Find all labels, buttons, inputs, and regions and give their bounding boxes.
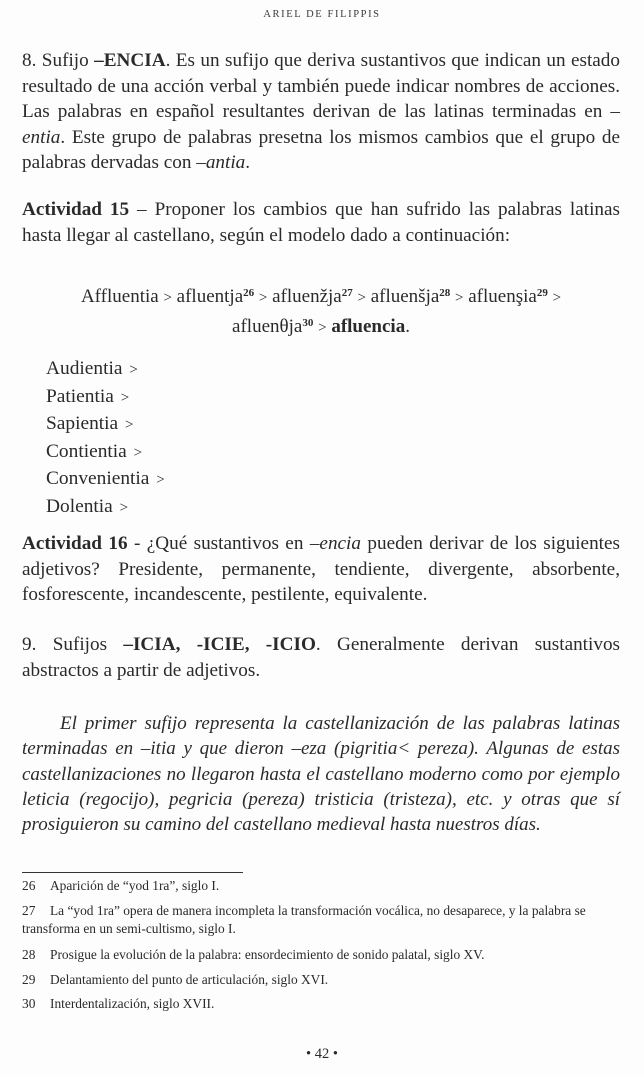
- model-result: afluencia: [331, 315, 406, 337]
- model-word: afluenžja: [272, 286, 342, 307]
- section-8-text-2: . Este grupo de palabras presetna los mismos cambios que el grupo de palabras dervadas con: [22, 126, 620, 173]
- section-8-paragraph: [22, 48, 620, 176]
- model-separator: >: [552, 290, 562, 306]
- exercise-word: Sapientia: [46, 413, 119, 434]
- model-word: afluenšja: [370, 286, 440, 307]
- section-9-suffixes: –ICIA, -ICIE, -ICIO: [123, 634, 316, 655]
- model-separator: >: [318, 319, 327, 336]
- activity-15-label: Actividad 15: [22, 199, 130, 220]
- model-word: afluenşia: [468, 286, 537, 307]
- footnote: [22, 946, 620, 964]
- model-step: [81, 286, 159, 307]
- footnote-number: 26: [22, 878, 36, 893]
- footnote-ref: 30: [302, 316, 314, 329]
- footnote: [22, 971, 620, 989]
- activity-15: [22, 197, 620, 248]
- footnote: [22, 995, 620, 1013]
- footnote-ref: 29: [536, 287, 548, 299]
- page-number: • 42 •: [306, 1046, 338, 1062]
- exercise-item: [46, 466, 165, 494]
- section-8-number: 8. Sufijo: [22, 50, 95, 71]
- model-word: afluenθja: [232, 315, 303, 337]
- model-word: Affluentia: [80, 286, 159, 307]
- section-8-italic-2: –antia: [196, 152, 246, 173]
- exercise-item: [46, 356, 165, 384]
- exercise-arrow: >: [129, 362, 138, 378]
- footnote-divider: [22, 872, 243, 873]
- exercise-list: [46, 356, 165, 521]
- italic-quote-paragraph: El primer sufijo representa la castellanización de las palabras latinas terminadas en –itia y que dieron –eza (pigritia< pereza). Algunas de estas castellanizaciones no llegaron hasta el castellano moderno como por ejemplo leticia (regocijo), pegricia (pereza) tristicia (tristeza), etc. y otras que sí prosiguieron su camino del castellano medieval hasta nuestros días.: [22, 713, 620, 836]
- footnote-number: 29: [22, 972, 36, 987]
- footnote-number: 30: [22, 996, 36, 1011]
- footnote-text: Delantamiento del punto de articulación, siglo XVI.: [50, 972, 329, 987]
- section-8-suffix: –ENCIA: [94, 50, 166, 71]
- footnote: [22, 877, 620, 895]
- evolution-model: [22, 283, 620, 342]
- exercise-arrow: >: [156, 472, 165, 488]
- section-9-paragraph: [22, 632, 620, 683]
- model-separator: >: [455, 290, 464, 306]
- activity-16: [22, 531, 620, 608]
- footnote-number: 27: [22, 903, 36, 918]
- model-separator: >: [258, 290, 268, 306]
- footnote-text: Prosigue la evolución de la palabra: ensordecimiento de sonido palatal, siglo XV.: [50, 947, 485, 962]
- exercise-arrow: >: [119, 499, 129, 516]
- footnote-ref: 27: [341, 287, 353, 299]
- footnote-number: 28: [22, 947, 36, 962]
- exercise-arrow: >: [120, 389, 130, 406]
- footnote-ref: 28: [439, 287, 451, 299]
- exercise-word: Audientia: [46, 358, 123, 379]
- section-8-italic-1: –entia: [22, 101, 620, 148]
- model-step: [177, 286, 254, 307]
- activity-15-text: – Proponer los cambios que han sufrido las palabras latinas hasta llegar al castellano, según el modelo dado a continuación:: [22, 199, 620, 246]
- exercise-word: Contientia: [46, 440, 127, 462]
- footnote-text: Aparición de “yod 1ra”, siglo I.: [50, 878, 220, 893]
- exercise-arrow: >: [125, 417, 134, 433]
- exercise-word: Dolentia: [46, 495, 113, 517]
- section-8-text-1: . Es un sufijo que deriva sustantivos que indican un estado resultado de una acción verbal y también puede indicar nombres de acciones. Las palabras en español resultantes derivan de las latinas terminadas en: [22, 50, 620, 122]
- exercise-arrow: >: [133, 444, 143, 461]
- model-step: [232, 316, 313, 337]
- footnote-ref: 26: [243, 287, 255, 299]
- model-end: .: [405, 315, 410, 337]
- footnote: [22, 902, 620, 938]
- activity-16-text-1: - ¿Qué sustantivos en: [127, 533, 310, 554]
- section-9-text: . Generalmente derivan sustantivos abstractos a partir de adjetivos.: [22, 634, 620, 681]
- model-step: [468, 286, 548, 307]
- activity-16-label: Actividad 16: [22, 533, 128, 554]
- model-separator: >: [163, 290, 172, 306]
- running-header: ARIEL DE FILIPPIS: [263, 9, 381, 20]
- footnote-text: Interdentalización, siglo XVII.: [50, 996, 215, 1011]
- exercise-item: [46, 384, 165, 412]
- exercise-word: Convenientia: [46, 468, 150, 489]
- activity-16-italic: –encia: [309, 533, 361, 554]
- exercise-item: [46, 439, 165, 467]
- model-step: [272, 286, 353, 307]
- model-step: [371, 286, 451, 307]
- exercise-item: [46, 494, 165, 522]
- activity-16-text-2: pueden derivar de los siguientes adjetivos? Presidente, permanente, tendiente, divergente, absorbente, fosforescente, incandescente, pestilente, equivalente.: [22, 533, 620, 605]
- exercise-word: Patientia: [46, 385, 114, 407]
- model-separator: >: [357, 290, 366, 306]
- exercise-item: [46, 411, 165, 439]
- footnote-text: La “yod 1ra” opera de manera incompleta la transformación vocálica, no desaparece, y la palabra se transforma en un semi-cultismo, siglo I.: [22, 903, 586, 936]
- section-8-text-3: .: [245, 152, 251, 173]
- section-9-number: 9. Sufijos: [22, 634, 124, 655]
- model-word: afluentja: [176, 286, 244, 307]
